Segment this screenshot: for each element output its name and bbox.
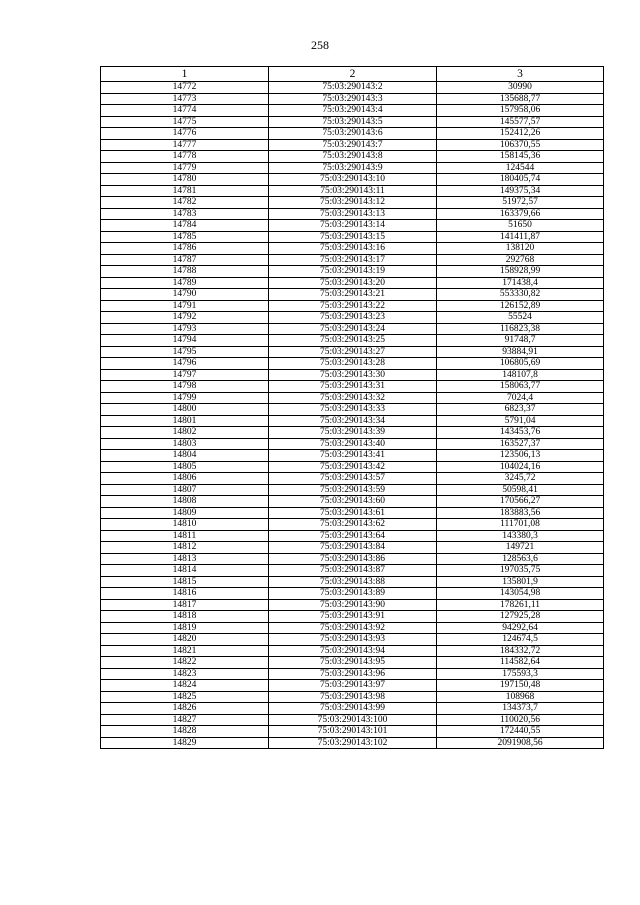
table-row [101,611,604,623]
table-cell: 128563,6 [437,553,604,565]
table-row [101,277,604,289]
table-cell: 2091908,56 [437,737,604,749]
table-row [101,105,604,117]
table-cell: 14787 [101,254,269,266]
table-cell: 14792 [101,312,269,324]
table-cell: 141411,87 [437,231,604,243]
table-row [101,369,604,381]
table-cell: 75:03:290143:14 [269,220,437,232]
table-cell: 75:03:290143:32 [269,392,437,404]
table-row [101,289,604,301]
table-cell: 14806 [101,473,269,485]
table-cell: 106370,55 [437,139,604,151]
table-cell: 75:03:290143:22 [269,300,437,312]
table-cell: 14817 [101,599,269,611]
table-cell: 14820 [101,634,269,646]
table-cell: 14781 [101,185,269,197]
table-cell: 553330,82 [437,289,604,301]
table-row [101,185,604,197]
table-cell: 292768 [437,254,604,266]
table-cell: 14780 [101,174,269,186]
table-cell: 75:03:290143:15 [269,231,437,243]
table-cell: 75:03:290143:6 [269,128,437,140]
table-cell: 75:03:290143:84 [269,542,437,554]
table-cell: 158928,99 [437,266,604,278]
table-cell: 75:03:290143:9 [269,162,437,174]
table-cell: 172440,55 [437,726,604,738]
table-cell: 134373,7 [437,703,604,715]
table-cell: 14805 [101,461,269,473]
table-row [101,507,604,519]
table-cell: 135688,77 [437,93,604,105]
table-cell: 14788 [101,266,269,278]
table-row [101,174,604,186]
page-number: 258 [311,38,329,52]
table-cell: 14823 [101,668,269,680]
table-cell: 14773 [101,93,269,105]
table-cell: 75:03:290143:94 [269,645,437,657]
table-cell: 14789 [101,277,269,289]
table-cell: 170566,27 [437,496,604,508]
table-cell: 75:03:290143:95 [269,657,437,669]
table-row [101,703,604,715]
table-cell: 14813 [101,553,269,565]
table-cell: 124674,5 [437,634,604,646]
table-row [101,473,604,485]
table-cell: 14828 [101,726,269,738]
table-cell: 178261,11 [437,599,604,611]
table-cell: 75:03:290143:41 [269,450,437,462]
table-cell: 14824 [101,680,269,692]
table-cell: 14822 [101,657,269,669]
table-row [101,565,604,577]
table-cell: 114582,64 [437,657,604,669]
table-cell: 184332,72 [437,645,604,657]
table-cell: 104024,16 [437,461,604,473]
table-cell: 127925,28 [437,611,604,623]
table-cell: 157958,06 [437,105,604,117]
table-cell: 14794 [101,335,269,347]
table-row [101,116,604,128]
table-row [101,220,604,232]
table-row [101,82,604,94]
table-cell: 5791,04 [437,415,604,427]
table-row [101,243,604,255]
table-cell: 75:03:290143:23 [269,312,437,324]
table-cell: 143380,3 [437,530,604,542]
table-cell: 14774 [101,105,269,117]
table-cell: 14797 [101,369,269,381]
table-cell: 75:03:290143:16 [269,243,437,255]
table-row [101,668,604,680]
table-cell: 14775 [101,116,269,128]
table-cell: 14778 [101,151,269,163]
table-cell: 14808 [101,496,269,508]
table-row [101,139,604,151]
table-cell: 14825 [101,691,269,703]
table-cell: 75:03:290143:4 [269,105,437,117]
table-cell: 75:03:290143:13 [269,208,437,220]
table-row [101,312,604,324]
table-row [101,381,604,393]
table-cell: 75:03:290143:31 [269,381,437,393]
table-cell: 75:03:290143:34 [269,415,437,427]
table-cell: 14777 [101,139,269,151]
table-cell: 14815 [101,576,269,588]
table-cell: 75:03:290143:42 [269,461,437,473]
table-cell: 3245,72 [437,473,604,485]
table-cell: 108968 [437,691,604,703]
table-row [101,726,604,738]
table-cell: 75:03:290143:62 [269,519,437,531]
table-cell: 75:03:290143:21 [269,289,437,301]
table-row [101,197,604,209]
table-row [101,404,604,416]
table-cell: 138120 [437,243,604,255]
table-cell: 75:03:290143:25 [269,335,437,347]
table-cell: 7024,4 [437,392,604,404]
table-cell: 171438,4 [437,277,604,289]
table-cell: 14816 [101,588,269,600]
table-row [101,151,604,163]
table-row [101,231,604,243]
table-row [101,450,604,462]
table-cell: 149375,34 [437,185,604,197]
table-cell: 75:03:290143:96 [269,668,437,680]
table-cell: 75:03:290143:99 [269,703,437,715]
table-cell: 75:03:290143:3 [269,93,437,105]
table-cell: 75:03:290143:17 [269,254,437,266]
table-row [101,358,604,370]
table-cell: 75:03:290143:12 [269,197,437,209]
table-cell: 50598,41 [437,484,604,496]
table-cell: 14799 [101,392,269,404]
table-cell: 75:03:290143:92 [269,622,437,634]
table-cell: 148107,8 [437,369,604,381]
table-row [101,93,604,105]
table-row [101,162,604,174]
table-cell: 14811 [101,530,269,542]
table-cell: 14810 [101,519,269,531]
table-row [101,634,604,646]
table-cell: 143453,76 [437,427,604,439]
table-cell: 111701,08 [437,519,604,531]
table-cell: 180405,74 [437,174,604,186]
table-cell: 14783 [101,208,269,220]
table-cell: 75:03:290143:10 [269,174,437,186]
table-cell: 14819 [101,622,269,634]
table-cell: 75:03:290143:19 [269,266,437,278]
table-cell: 149721 [437,542,604,554]
table-cell: 14790 [101,289,269,301]
table-cell: 75:03:290143:11 [269,185,437,197]
table-cell: 14796 [101,358,269,370]
table-row [101,254,604,266]
table-cell: 175593,3 [437,668,604,680]
table-cell: 75:03:290143:24 [269,323,437,335]
table-cell: 75:03:290143:89 [269,588,437,600]
table-row [101,680,604,692]
table-cell: 75:03:290143:33 [269,404,437,416]
table-cell: 75:03:290143:93 [269,634,437,646]
table-cell: 75:03:290143:88 [269,576,437,588]
table-row [101,622,604,634]
table-cell: 197035,75 [437,565,604,577]
table-row [101,496,604,508]
table-cell: 75:03:290143:8 [269,151,437,163]
table-cell: 163379,66 [437,208,604,220]
table-cell: 14776 [101,128,269,140]
table-row [101,128,604,140]
table-cell: 75:03:290143:30 [269,369,437,381]
table-cell: 110020,56 [437,714,604,726]
table-cell: 158145,36 [437,151,604,163]
table-cell: 75:03:290143:100 [269,714,437,726]
table-cell: 14826 [101,703,269,715]
table-row [101,323,604,335]
table-cell: 75:03:290143:87 [269,565,437,577]
table-cell: 123506,13 [437,450,604,462]
table-row [101,691,604,703]
table-cell: 75:03:290143:5 [269,116,437,128]
table-row [101,335,604,347]
table-cell: 14795 [101,346,269,358]
table-row [101,553,604,565]
table-cell: 14782 [101,197,269,209]
table-cell: 75:03:290143:98 [269,691,437,703]
table-cell: 14779 [101,162,269,174]
table-row [101,714,604,726]
table-cell: 163527,37 [437,438,604,450]
data-table [100,66,604,749]
table-cell: 75:03:290143:59 [269,484,437,496]
table-cell: 14785 [101,231,269,243]
table-row [101,645,604,657]
table-cell: 152412,26 [437,128,604,140]
table-cell: 55524 [437,312,604,324]
table-row [101,392,604,404]
table-header-row [101,67,604,82]
table-cell: 106805,69 [437,358,604,370]
table-cell: 14821 [101,645,269,657]
table-cell: 75:03:290143:102 [269,737,437,749]
table-cell: 14793 [101,323,269,335]
table-row [101,266,604,278]
table-cell: 93884,91 [437,346,604,358]
table-row [101,438,604,450]
table-cell: 14791 [101,300,269,312]
table-cell: 75:03:290143:91 [269,611,437,623]
table-cell: 75:03:290143:20 [269,277,437,289]
table-row [101,346,604,358]
table-cell: 75:03:290143:90 [269,599,437,611]
table-cell: 75:03:290143:97 [269,680,437,692]
table-cell: 135801,9 [437,576,604,588]
table-cell: 75:03:290143:2 [269,82,437,94]
table-cell: 51972,57 [437,197,604,209]
table-cell: 14807 [101,484,269,496]
table-cell: 124544 [437,162,604,174]
table-cell: 14827 [101,714,269,726]
table-cell: 14798 [101,381,269,393]
table-cell: 183883,56 [437,507,604,519]
table-cell: 6823,37 [437,404,604,416]
table-row [101,461,604,473]
column-header: 1 [101,67,269,82]
table-cell: 75:03:290143:28 [269,358,437,370]
table-row [101,599,604,611]
table-row [101,519,604,531]
table-row [101,300,604,312]
table-row [101,208,604,220]
table-cell: 14786 [101,243,269,255]
table-cell: 145577,57 [437,116,604,128]
table-cell: 75:03:290143:86 [269,553,437,565]
table-cell: 51650 [437,220,604,232]
table-cell: 14829 [101,737,269,749]
table-cell: 14802 [101,427,269,439]
table-row [101,657,604,669]
table-cell: 158063,77 [437,381,604,393]
table-cell: 75:03:290143:101 [269,726,437,738]
table-cell: 75:03:290143:60 [269,496,437,508]
table-cell: 14803 [101,438,269,450]
table-cell: 143054,98 [437,588,604,600]
table-cell: 75:03:290143:64 [269,530,437,542]
column-header: 2 [269,67,437,82]
table-cell: 75:03:290143:39 [269,427,437,439]
table-cell: 126152,89 [437,300,604,312]
table-cell: 75:03:290143:61 [269,507,437,519]
table-cell: 75:03:290143:40 [269,438,437,450]
table-body [101,82,604,749]
table-cell: 91748,7 [437,335,604,347]
table-cell: 197150,48 [437,680,604,692]
table-cell: 116823,38 [437,323,604,335]
table-cell: 14814 [101,565,269,577]
table-header [101,67,604,82]
table-cell: 75:03:290143:27 [269,346,437,358]
column-header: 3 [437,67,604,82]
table-cell: 14800 [101,404,269,416]
table-row [101,415,604,427]
table-cell: 14784 [101,220,269,232]
table-row [101,576,604,588]
table-row [101,737,604,749]
table-cell: 14801 [101,415,269,427]
table-cell: 30990 [437,82,604,94]
table-cell: 94292,64 [437,622,604,634]
table-cell: 75:03:290143:7 [269,139,437,151]
table-row [101,427,604,439]
table-row [101,588,604,600]
table-cell: 14809 [101,507,269,519]
table-cell: 14772 [101,82,269,94]
table-row [101,542,604,554]
table-cell: 14804 [101,450,269,462]
table-cell: 14818 [101,611,269,623]
table-cell: 14812 [101,542,269,554]
table-row [101,530,604,542]
table-cell: 75:03:290143:57 [269,473,437,485]
table-row [101,484,604,496]
